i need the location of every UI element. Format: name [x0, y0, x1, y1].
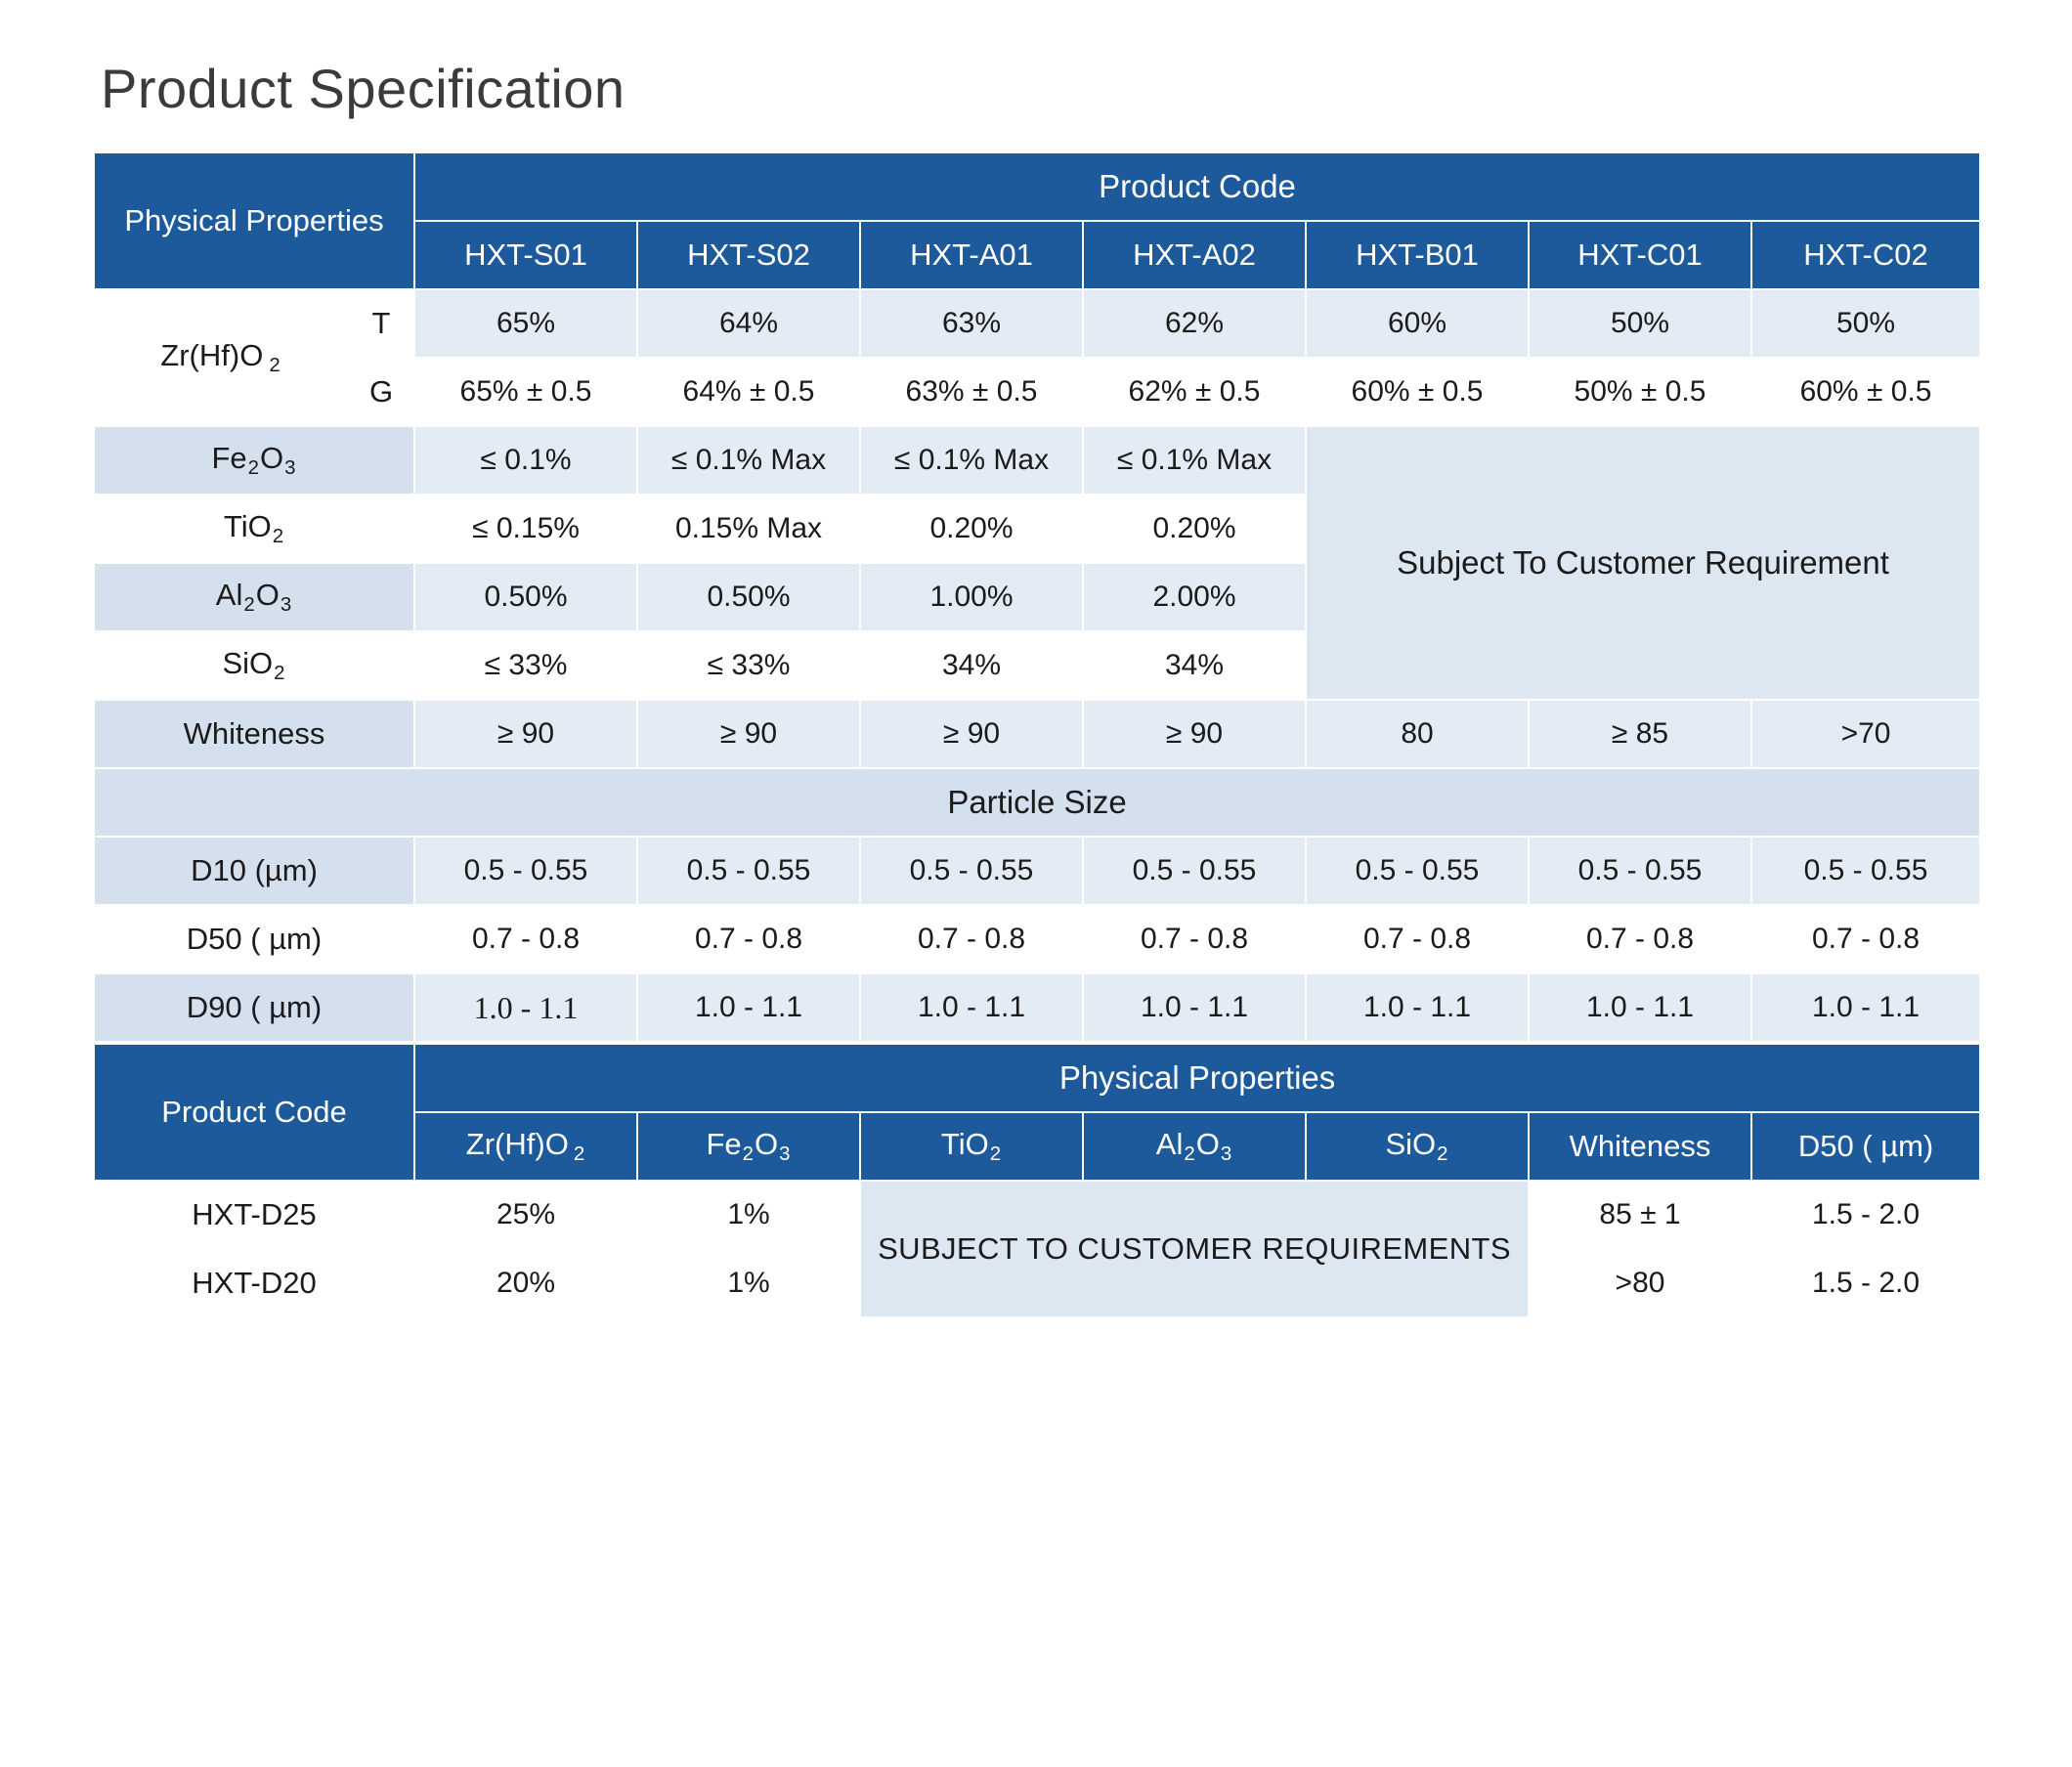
header-product-code-6: HXT-C02: [1751, 221, 1980, 289]
cell-d10-1: 0.5 - 0.55: [637, 837, 860, 905]
row-label-sio2: SiO$_2$: [94, 631, 414, 700]
cell-zr-g-3: 62% ± 0.5: [1083, 358, 1306, 426]
cell-d50-5: 0.7 - 0.8: [1529, 905, 1751, 973]
cell-whiteness-0: ≥ 90: [414, 700, 637, 768]
cell-ti-2: 0.20%: [860, 495, 1083, 563]
header-product-code-2: HXT-A01: [860, 221, 1083, 289]
row-label-al2o3: $Al_2O_3$: [94, 563, 414, 631]
cell-al-3: 2.00%: [1083, 563, 1306, 631]
cell-d25-fe: 1%: [637, 1181, 860, 1249]
cell-ti-1: 0.15% Max: [637, 495, 860, 563]
cell-whiteness-2: ≥ 90: [860, 700, 1083, 768]
section-band-particle-size: Particle Size: [94, 768, 1980, 837]
cell-d90-4: 1.0 - 1.1: [1306, 973, 1529, 1042]
cell-al-0: 0.50%: [414, 563, 637, 631]
table-row: [94, 1181, 1980, 1249]
row-label-d90: D90 ( µm): [94, 973, 414, 1042]
cell-zr-g-0: 65% ± 0.5: [414, 358, 637, 426]
cell-d90-6: 1.0 - 1.1: [1751, 973, 1980, 1042]
cell-zr-t-1: 64%: [637, 289, 860, 358]
header-col-tio2: TiO$_2$: [860, 1112, 1083, 1181]
row-label-whiteness: Whiteness: [94, 700, 414, 768]
cell-si-2: 34%: [860, 631, 1083, 700]
cell-d20-zr: 20%: [414, 1249, 637, 1317]
cell-d25-whiteness: 85 ± 1: [1529, 1181, 1751, 1249]
cell-d25-zr: 25%: [414, 1181, 637, 1249]
cell-d20-fe: 1%: [637, 1249, 860, 1317]
cell-al-2: 1.00%: [860, 563, 1083, 631]
cell-zr-g-1: 64% ± 0.5: [637, 358, 860, 426]
table-row: [94, 973, 1980, 1042]
cell-si-0: ≤ 33%: [414, 631, 637, 700]
cell-d25-d50: 1.5 - 2.0: [1751, 1181, 1980, 1249]
row-label-fe2o3: $Fe_2O_3$: [94, 426, 414, 495]
table-row: [94, 905, 1980, 973]
cell-d50-1: 0.7 - 0.8: [637, 905, 860, 973]
cell-fe-2: ≤ 0.1% Max: [860, 426, 1083, 495]
header-physical-properties-group: Physical Properties: [414, 1044, 1980, 1112]
cell-ti-0: ≤ 0.15%: [414, 495, 637, 563]
cell-d90-3: 1.0 - 1.1: [1083, 973, 1306, 1042]
table-row: [94, 152, 1980, 221]
row-label-zr-g: G: [348, 358, 414, 426]
cell-fe-3: ≤ 0.1% Max: [1083, 426, 1306, 495]
table-row: [94, 358, 1980, 426]
header-product-code-4: HXT-B01: [1306, 221, 1529, 289]
cell-d10-5: 0.5 - 0.55: [1529, 837, 1751, 905]
cell-d20-whiteness: >80: [1529, 1249, 1751, 1317]
cell-zr-g-4: 60% ± 0.5: [1306, 358, 1529, 426]
cell-subject-to-customer-requirements: SUBJECT TO CUSTOMER REQUIREMENTS: [860, 1181, 1529, 1317]
cell-whiteness-1: ≥ 90: [637, 700, 860, 768]
cell-whiteness-5: ≥ 85: [1529, 700, 1751, 768]
row-label-d50: D50 ( µm): [94, 905, 414, 973]
table-row: [94, 837, 1980, 905]
cell-fe-1: ≤ 0.1% Max: [637, 426, 860, 495]
table-row: [94, 700, 1980, 768]
cell-zr-t-6: 50%: [1751, 289, 1980, 358]
header-col-zrhfo2: Zr(Hf)O $_2$: [414, 1112, 637, 1181]
header-col-whiteness: Whiteness: [1529, 1112, 1751, 1181]
cell-d10-6: 0.5 - 0.55: [1751, 837, 1980, 905]
cell-al-1: 0.50%: [637, 563, 860, 631]
cell-zr-g-2: 63% ± 0.5: [860, 358, 1083, 426]
table-row: [94, 1044, 1980, 1112]
header-col-fe2o3: $Fe_2O_3$: [637, 1112, 860, 1181]
cell-zr-t-2: 63%: [860, 289, 1083, 358]
cell-d10-3: 0.5 - 0.55: [1083, 837, 1306, 905]
cell-zr-t-4: 60%: [1306, 289, 1529, 358]
cell-subject-to-customer-requirement: Subject To Customer Requirement: [1306, 426, 1980, 700]
cell-si-1: ≤ 33%: [637, 631, 860, 700]
cell-fe-0: ≤ 0.1%: [414, 426, 637, 495]
cell-d90-1: 1.0 - 1.1: [637, 973, 860, 1042]
header-product-code-group: Product Code: [414, 152, 1980, 221]
cell-d50-4: 0.7 - 0.8: [1306, 905, 1529, 973]
table-row: [94, 426, 1980, 495]
cell-d90-0: 1.0 - 1.1: [414, 973, 637, 1042]
cell-whiteness-3: ≥ 90: [1083, 700, 1306, 768]
header-physical-properties: Physical Properties: [94, 152, 414, 289]
header-product-code-3: HXT-A02: [1083, 221, 1306, 289]
cell-d90-2: 1.0 - 1.1: [860, 973, 1083, 1042]
header-product-code-5: HXT-C01: [1529, 221, 1751, 289]
row-label-d10: D10 (µm): [94, 837, 414, 905]
cell-product-code-d25: HXT-D25: [94, 1181, 414, 1249]
header-product-code-0: HXT-S01: [414, 221, 637, 289]
header-product-code-corner: Product Code: [94, 1044, 414, 1181]
page-title: Product Specification: [101, 58, 626, 119]
header-product-code-1: HXT-S02: [637, 221, 860, 289]
row-label-zr-t: T: [348, 289, 414, 358]
cell-zr-g-6: 60% ± 0.5: [1751, 358, 1980, 426]
product-specification-table: [93, 151, 1981, 1043]
cell-whiteness-4: 80: [1306, 700, 1529, 768]
header-col-al2o3: $Al_2O_3$: [1083, 1112, 1306, 1181]
cell-si-3: 34%: [1083, 631, 1306, 700]
cell-zr-t-3: 62%: [1083, 289, 1306, 358]
table-row: [94, 289, 1980, 358]
cell-d10-4: 0.5 - 0.55: [1306, 837, 1529, 905]
cell-whiteness-6: >70: [1751, 700, 1980, 768]
cell-d50-6: 0.7 - 0.8: [1751, 905, 1980, 973]
cell-zr-t-0: 65%: [414, 289, 637, 358]
header-col-d50: D50 ( µm): [1751, 1112, 1980, 1181]
table-row: [94, 768, 1980, 837]
cell-d20-d50: 1.5 - 2.0: [1751, 1249, 1980, 1317]
row-label-zrhfo2: Zr(Hf)O $_2$: [94, 289, 348, 426]
cell-zr-t-5: 50%: [1529, 289, 1751, 358]
cell-d50-3: 0.7 - 0.8: [1083, 905, 1306, 973]
row-label-tio2: TiO$_2$: [94, 495, 414, 563]
cell-d50-0: 0.7 - 0.8: [414, 905, 637, 973]
cell-zr-g-5: 50% ± 0.5: [1529, 358, 1751, 426]
cell-d10-2: 0.5 - 0.55: [860, 837, 1083, 905]
cell-product-code-d20: HXT-D20: [94, 1249, 414, 1317]
header-col-sio2: SiO$_2$: [1306, 1112, 1529, 1181]
cell-d90-5: 1.0 - 1.1: [1529, 973, 1751, 1042]
cell-ti-3: 0.20%: [1083, 495, 1306, 563]
cell-d50-2: 0.7 - 0.8: [860, 905, 1083, 973]
dispersion-products-table: [93, 1043, 1981, 1318]
cell-d10-0: 0.5 - 0.55: [414, 837, 637, 905]
